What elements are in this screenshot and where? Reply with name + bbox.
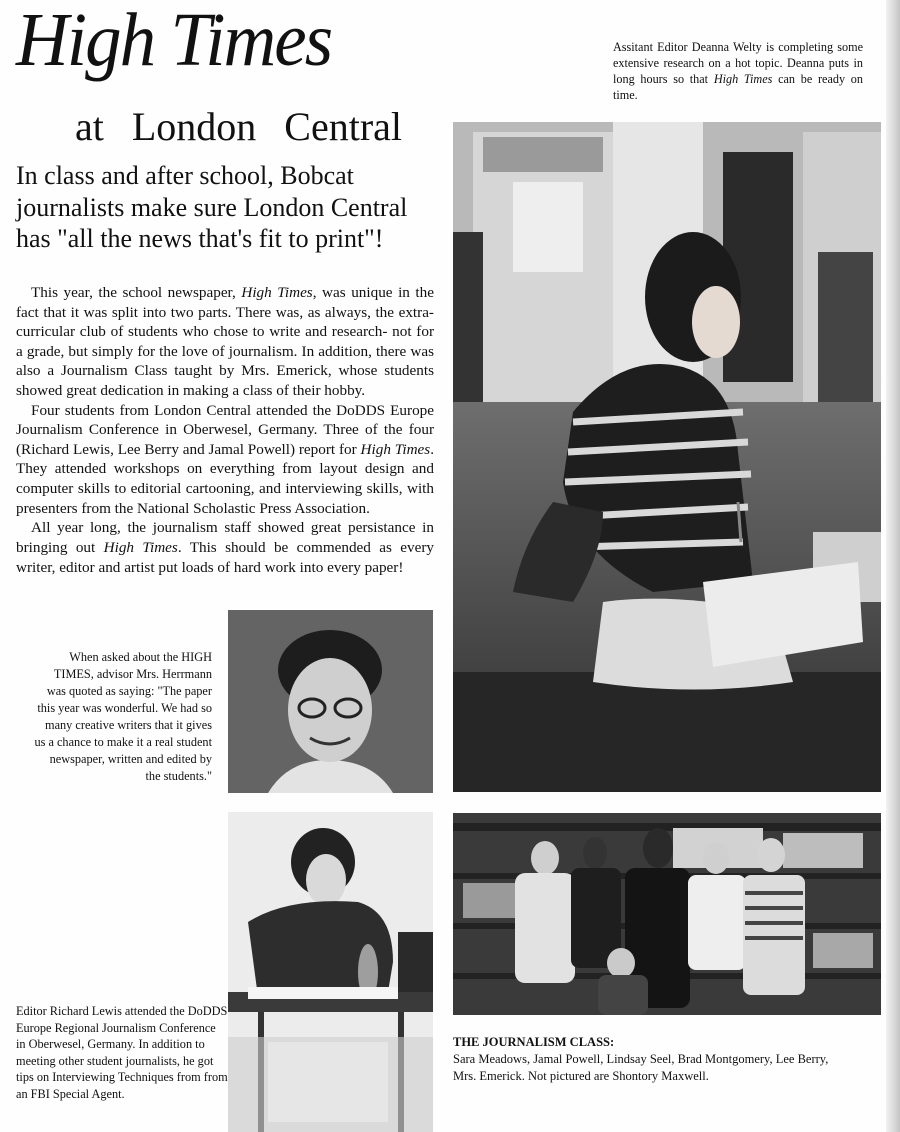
journalism-class-photo [453, 813, 881, 1015]
assistant-editor-caption: Assitant Editor Deanna Welty is completing some extensive research on a hot topic. Deanna puts in long hours so that High Times can be ready on time. [613, 40, 863, 102]
journalism-class-caption [453, 1034, 853, 1085]
article-paragraph: Four students from London Central attended the DoDDS Europe Journalism Conference in Oberwesel, Germany. Three of the four (Richard Lewis, Lee Berry and Jamal Powell) report for High Times. They attended workshops on everything from layout design and computer skills to editorial cartooning, and interviewing skills, with presenters from the National Scholastic Press Association. [16, 401, 434, 517]
editor-caption: Editor Richard Lewis attended the DoDDS Europe Regional Journalism Conference in Oberwesel, Germany. In addition to meeting other student journalists, he got tips on Interviewing Techniques from from an FBI Special Agent. [16, 1004, 228, 1101]
caption-heading: THE JOURNALISM CLASS: [453, 1035, 615, 1049]
page-subtitle: at London Central [75, 104, 403, 149]
article-paragraph: All year long, the journalism staff showed great persistance in bringing out High Times. This should be commended as every writer, editor and artist put loads of hard work into every paper! [16, 519, 435, 576]
page-title: High Times [16, 0, 332, 82]
caption-names: Sara Meadows, Jamal Powell, Lindsay Seel, Brad Montgomery, Lee Berry, Mrs. Emerick. Not pictured are Shontory Maxwell. [453, 1051, 829, 1083]
advisor-quote: When asked about the HIGH TIMES, advisor Mrs. Herrmann was quoted as saying: "The paper this year was wonderful. We had so many creative writers that it gives us a chance to make it a real student newspaper, written and edited by the students." [34, 650, 212, 783]
deck-headline: In class and after school, Bobcat journalists make sure London Central has "all the news that's fit to print"! [16, 161, 408, 254]
assistant-editor-photo [453, 122, 881, 792]
article-body [16, 283, 434, 577]
advisor-photo [228, 610, 433, 793]
article-paragraph: This year, the school newspaper, High Times, was unique in the fact that it was split into two parts. There was, as always, the extra-curricular club of students who chose to write and research- not for a grade, but simply for the love of journalism. In addition, there was also a Journalism Class taught by Mrs. Emerick, whose students showed great dedication in making a class of their hobby. [16, 284, 434, 400]
page-edge [886, 0, 900, 1132]
editor-photo [228, 812, 433, 1132]
